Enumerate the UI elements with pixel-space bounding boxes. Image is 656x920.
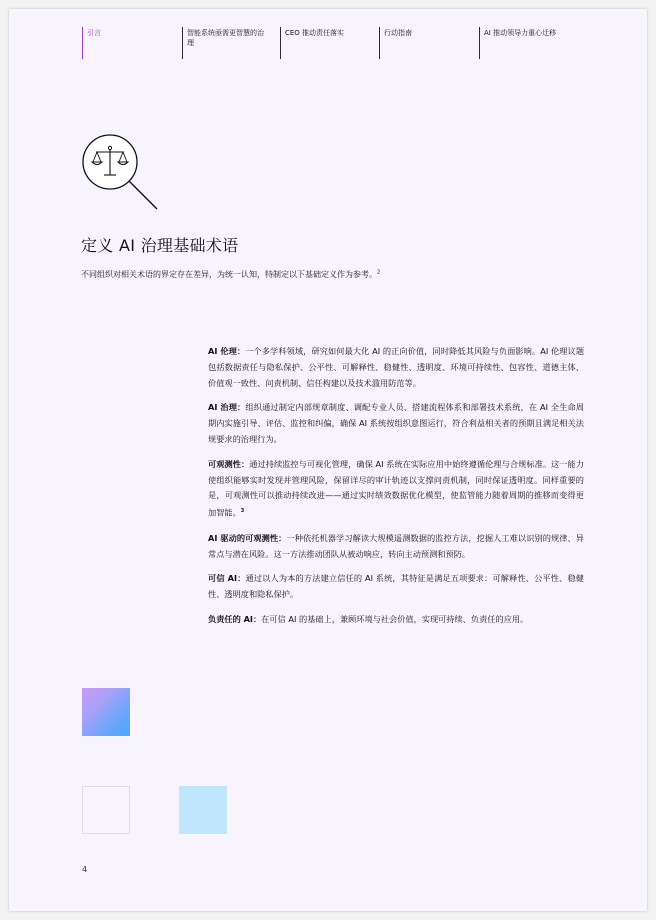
definition-text: 组织通过制定内部规章制度、调配专业人员、搭建流程体系和部署技术系统，在 AI 全生命周期内实施引导、评估、监控和纠偏，确保 AI 系统按组织意图运行，符合利益相关者的预期且满足相关法规要求的治理行为。: [208, 402, 584, 444]
definition-observability: [208, 457, 584, 522]
intro-text: 不同组织对相关术语的界定存在差异，为统一认知，特制定以下基础定义作为参考。: [81, 270, 377, 279]
definition-term: AI 驱动的可观测性：: [208, 532, 287, 543]
nav-item-smart-governance[interactable]: [182, 27, 280, 59]
document-page: [9, 9, 647, 911]
light-blue-square-decoration: [179, 786, 227, 834]
definition-term: 可观测性：: [208, 458, 250, 469]
intro-paragraph: [81, 269, 380, 280]
nav-item-label: CEO 推动责任落实: [285, 29, 345, 37]
footnote-ref[interactable]: 3: [240, 508, 245, 515]
definition-term: 可信 AI：: [208, 573, 246, 584]
definition-trustworthy-ai: [208, 571, 584, 603]
definition-responsible-ai: [208, 612, 584, 628]
definition-text: 通过以人为本的方法建立信任的 AI 系统，其特征是满足五项要求：可解释性、公平性、稳健性、透明度和隐私保护。: [208, 573, 584, 600]
definition-ai-governance: [208, 400, 584, 447]
definition-text: 通过持续监控与可视化管理，确保 AI 系统在实际应用中始终遵循伦理与合规标准。这一能力使组织能够实时发现并管理风险，保留详尽的审计轨迹以支撑问责机制，同时保证透明度。同样重要的是，可观测性可以推动持续改进——通过实时绩效数据优化模型，使监管能力随着周期的推移而变得更加智能。: [208, 458, 584, 518]
nav-item-intro[interactable]: [82, 27, 182, 59]
nav-item-ceo-accountability[interactable]: [280, 27, 379, 59]
definition-text: 一种依托机器学习解读大规模遥测数据的监控方法，挖掘人工难以识别的规律、异常点与潜在风险。这一方法推动团队从被动响应，转向主动预测和预防。: [208, 532, 584, 559]
nav-item-label: 行动指南: [384, 29, 412, 37]
definition-ai-observability: [208, 531, 584, 563]
nav-item-action-guide[interactable]: [379, 27, 479, 59]
definition-term: AI 伦理：: [208, 346, 246, 356]
definition-ai-ethics: [208, 344, 584, 391]
definitions-list: [208, 344, 584, 637]
definition-term: 负责任的 AI：: [208, 613, 262, 624]
nav-item-label: 智能系统亟需更智慧的治理: [187, 29, 264, 47]
gradient-square-decoration: [82, 688, 130, 736]
balance-scale-magnifier-icon: [81, 133, 163, 215]
outline-square-decoration: [82, 786, 130, 834]
page-title: 定义 AI 治理基础术语: [81, 236, 239, 255]
nav-item-label: AI 推动领导力重心迁移: [484, 29, 557, 37]
footnote-ref[interactable]: 2: [377, 269, 381, 276]
definition-text: 在可信 AI 的基础上，兼顾环境与社会价值，实现可持续、负责任的应用。: [261, 613, 529, 624]
page-number: 4: [82, 865, 88, 874]
nav-item-leadership-shift[interactable]: [479, 27, 582, 59]
definition-text: 一个多学科领域，研究如何最大化 AI 的正向价值，同时降低其风险与负面影响。AI 伦理议题包括数据责任与隐私保护、公平性、可解释性、稳健性、透明度、环境可持续性、包容性、道德主体、价值观一致性、问责机制、信任构建以及技术滥用防范等。: [208, 346, 585, 388]
nav-item-label: 引言: [87, 29, 101, 37]
definition-term: AI 治理：: [208, 402, 246, 413]
section-nav: [82, 27, 582, 59]
